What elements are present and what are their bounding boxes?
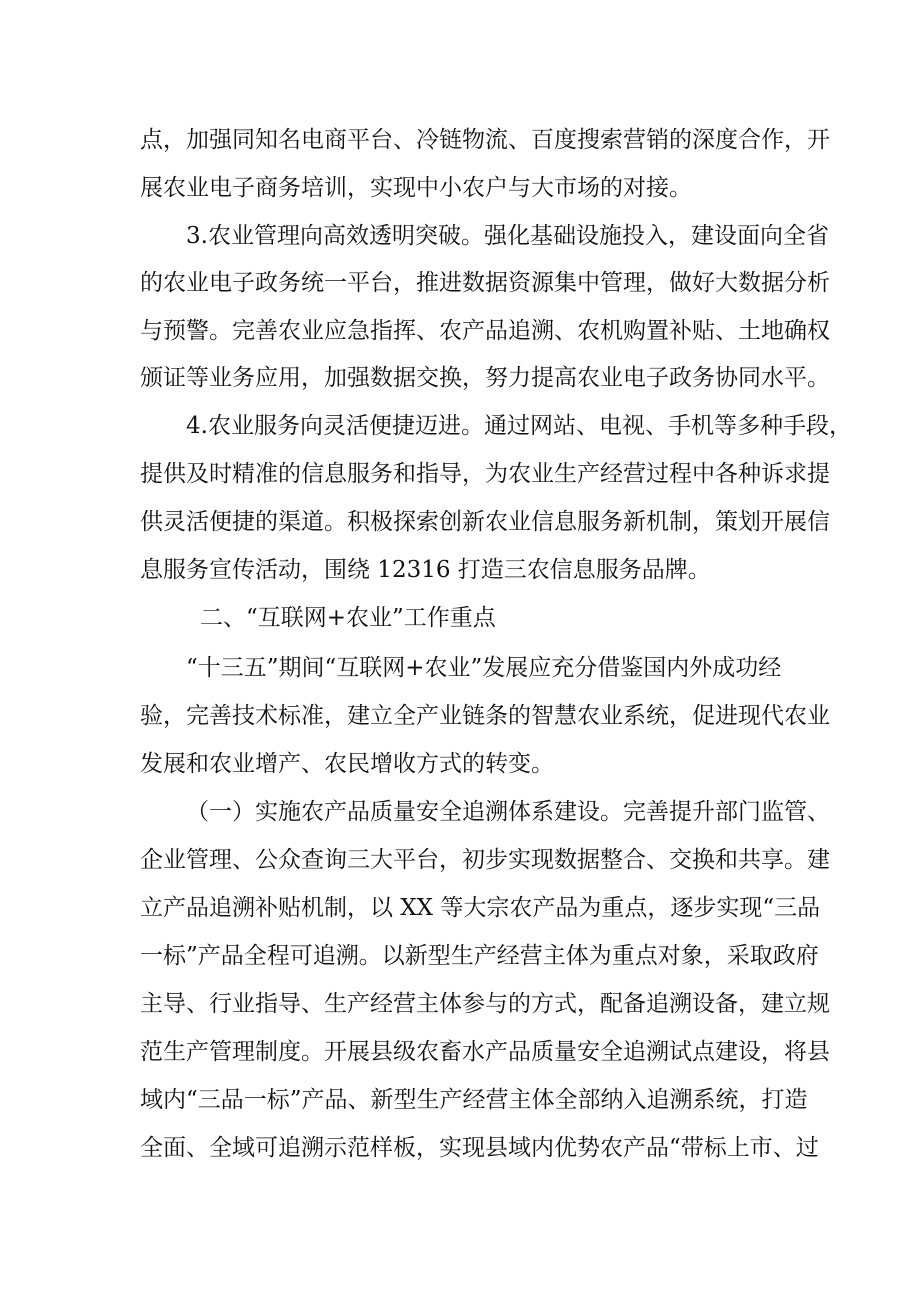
paragraph-line: 3.农业管理向高效透明突破。强化基础设施投入，建设面向全省: [186, 223, 829, 249]
paragraph-line: 的农业电子政务统一平台，推进数据资源集中管理，做好大数据分析: [140, 270, 830, 296]
paragraph-line: 供灵活便捷的渠道。积极探索创新农业信息服务新机制，策划开展信: [140, 509, 830, 535]
paragraph-line: 4.农业服务向灵活便捷迈进。通过网站、电视、手机等多种手段，: [186, 413, 852, 439]
section-heading: 二、“互联网+农业”工作重点: [200, 605, 496, 631]
paragraph-line: 立产品追溯补贴机制，以 XX 等大宗农产品为重点，逐步实现“三品: [140, 895, 821, 921]
paragraph-line: 验，完善技术标准，建立全产业链条的智慧农业系统，促进现代农业: [140, 703, 830, 729]
paragraph-line: 颁证等业务应用，加强数据交换，努力提高农业电子政务协同水平。: [140, 365, 830, 391]
paragraph-line: 息服务宣传活动，围绕 12316 打造三农信息服务品牌。: [140, 557, 711, 583]
paragraph-line: 点，加强同知名电商平台、冷链物流、百度搜索营销的深度合作，开: [140, 127, 830, 153]
paragraph-line: 提供及时精准的信息服务和指导，为农业生产经营过程中各种诉求提: [140, 461, 830, 487]
paragraph-line: 与预警。完善农业应急指挥、农产品追溯、农机购置补贴、土地确权: [140, 318, 830, 344]
paragraph-line: 一标”产品全程可追溯。以新型生产经营主体为重点对象，采取政府: [140, 943, 819, 969]
paragraph-line: 展农业电子商务培训，实现中小农户与大市场的对接。: [140, 175, 692, 201]
paragraph-line: 主导、行业指导、生产经营主体参与的方式，配备追溯设备，建立规: [140, 991, 830, 1017]
paragraph-line: 发展和农业增产、农民增收方式的转变。: [140, 751, 554, 777]
paragraph-line: （一）实施农产品质量安全追溯体系建设。完善提升部门监管、: [186, 799, 830, 825]
paragraph-line: 范生产管理制度。开展县级农畜水产品质量安全追溯试点建设，将县: [140, 1039, 830, 1065]
paragraph-line: 域内“三品一标”产品、新型生产经营主体全部纳入追溯系统，打造: [140, 1087, 808, 1113]
paragraph-line: 全面、全域可追溯示范样板，实现县域内优势农产品“带标上市、过: [140, 1135, 819, 1161]
paragraph-line: 企业管理、公众查询三大平台，初步实现数据整合、交换和共享。建: [140, 847, 830, 873]
paragraph-line: “十三五”期间“互联网+农业”发展应充分借鉴国内外成功经: [186, 655, 782, 681]
